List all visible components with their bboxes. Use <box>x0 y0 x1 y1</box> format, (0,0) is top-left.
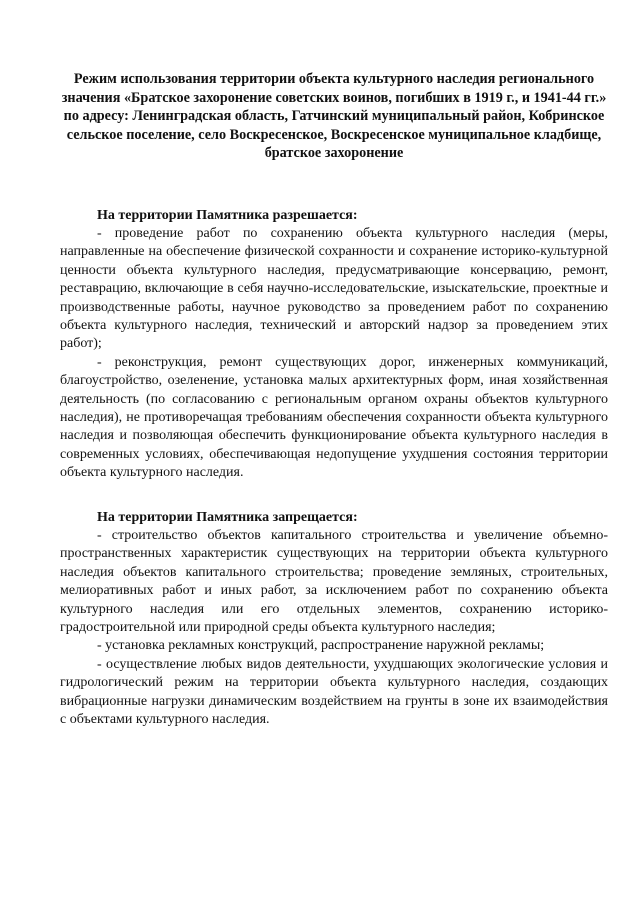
prohibited-section <box>60 509 608 730</box>
prohibited-item-advertising: - установка рекламных конструкций, распространение наружной рекламы; <box>97 638 545 654</box>
allowed-section <box>60 207 608 483</box>
prohibited-item-harmful-activity: - осуществление любых видов деятельности, ухудшающих экологические условия и гидрологический режим на территории объекта культурного наследия, создающих вибрационные нагрузки динамическим воздействием на грунты в зоне их взаимодействия с объектами культурного наследия. <box>60 656 608 728</box>
document-title: Режим использования территории объекта культурного наследия регионального значения «Братское захоронение советских воинов, погибших в 1919 г., и 1941-44 гг.» по адресу: Ленинградская область, Гатчинский муниципальный район, Кобринское сельское поселение, село Воскресенское, Воскресенское муниципальное кладбище, братское захоронение <box>61 71 607 161</box>
allowed-heading: На территории Памятника разрешается: <box>97 207 358 223</box>
allowed-item-conservation-works: - проведение работ по сохранению объекта культурного наследия (меры, направленные на обеспечение физической сохранности и сохранение историко-культурной ценности объекта культурного наследия, предусматривающие консервацию, ремонт, реставрацию, включающие в себя научно-исследовательские, изыскательские, проектные и производственные работы, научное руководство за проведением работ по сохранению объекта культурного наследия, технический и авторский надзор за проведением этих работ); <box>60 225 608 352</box>
prohibited-heading: На территории Памятника запрещается: <box>97 509 358 525</box>
prohibited-item-construction: - строительство объектов капитального строительства и увеличение объемно-пространственных характеристик существующих на территории объекта культурного наследия объектов капитального строительства; проведение земляных, строительных, мелиоративных работ и иных работ, за исключением работ по сохранению объекта культурного наследия или его отдельных элементов, сохранению историко-градостроительной или природной среды объекта культурного наследия; <box>60 528 608 636</box>
allowed-item-reconstruction: - реконструкция, ремонт существующих дорог, инженерных коммуникаций, благоустройство, озеленение, установка малых архитектурных форм, иная хозяйственная деятельность (по согласованию с региональным органом охраны объектов культурного наследия), не противоречащая требованиям обеспечения сохранности объекта культурного наследия и позволяющая обеспечить функционирование объекта культурного наследия в современных условиях, обеспечивающая недопущение ухудшения состояния территории объекта культурного наследия. <box>60 354 608 481</box>
